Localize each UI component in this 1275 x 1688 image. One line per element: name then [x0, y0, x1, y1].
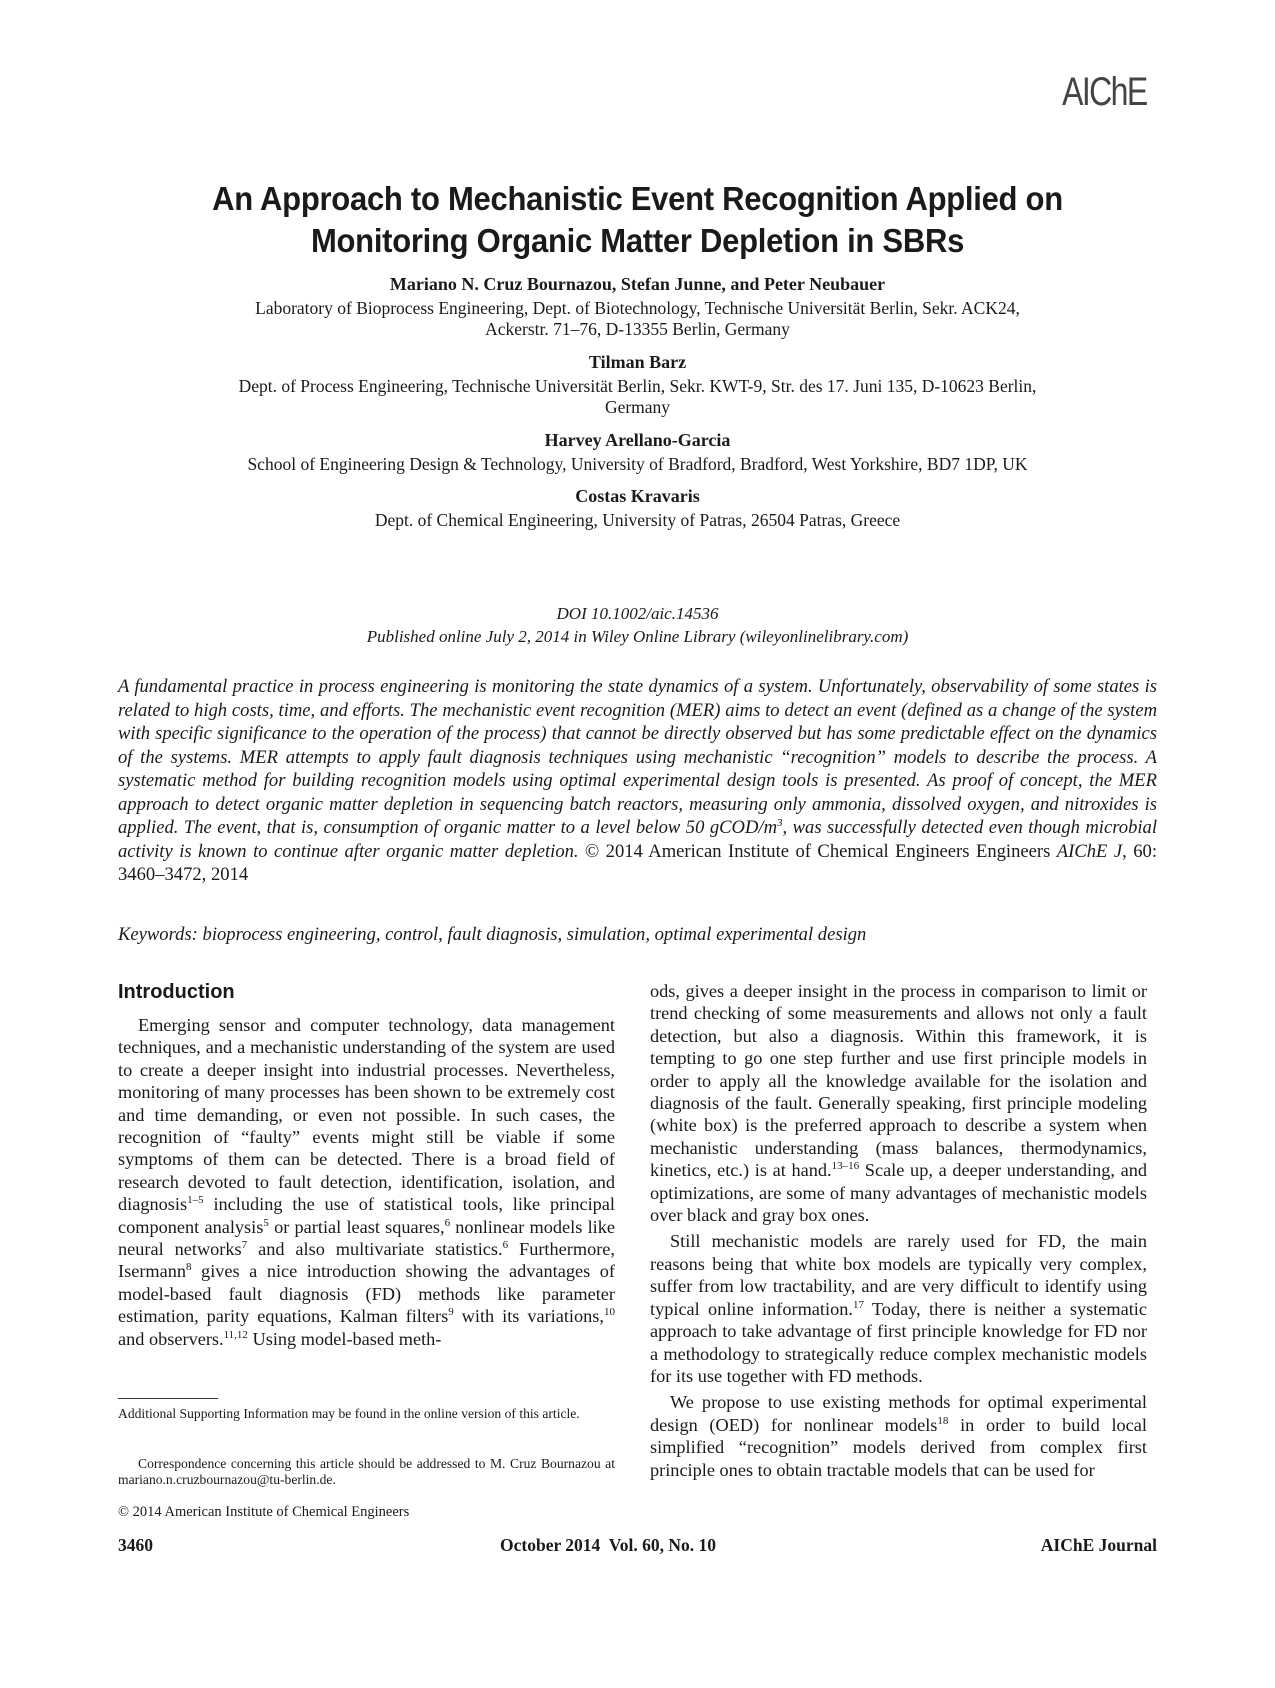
abstract-text: A fundamental practice in process engineering is monitoring the state dynamics of a system. Unfortunately, observability of some states is related to high costs, time, and efforts. The mechanistic event recognition (MER) aims to detect an event (defined as a change of the system with specific significance to the operation of the process) that cannot be directly observed but has some predictable effect on the dynamics of the systems. MER attempts to apply fault diagnosis techniques using mechanistic “recognition” models to describe the process. A systematic method for building recognition models using optimal experimental design tools is presented. As proof of concept, the MER approach to detect organic matter depletion in sequencing batch reactors, measuring only ammonia, dissolved oxygen, and nitroxides is applied. The event, that is, consumption of organic matter to a level below 50 gCOD/m [118, 676, 1157, 838]
title-line-2: Monitoring Organic Matter Depletion in SBRs [310, 222, 965, 259]
issue-info: October 2014 Vol. 60, No. 10 [500, 1535, 716, 1555]
affiliation-line: Dept. of Chemical Engineering, University of Patras, 26504 Patras, Greece [374, 510, 901, 530]
doi[interactable]: DOI 10.1002/aic.14536 [556, 604, 719, 623]
text-run: Furthermore, Isermann [118, 1239, 615, 1282]
author-group-3 [120, 430, 1155, 475]
citation-ref[interactable]: 13–16 [831, 1160, 860, 1173]
author-names: Mariano N. Cruz Bournazou, Stefan Junne, and Peter Neubauer [389, 274, 886, 294]
abstract [118, 675, 1157, 887]
unit-superscript: 3 [777, 817, 783, 829]
text-run: nonlinear models like neural networks [118, 1216, 615, 1260]
citation-ref[interactable]: 17 [852, 1298, 864, 1311]
text-run: or partial least squares, [268, 1216, 445, 1237]
intro-paragraph-1-continued [650, 980, 1147, 1226]
intro-paragraph-2 [650, 1230, 1147, 1387]
citation-ref[interactable]: 5 [263, 1216, 269, 1229]
text-run: in order to build local simplified “recognition” models derived from complex first principle ones to obtain tractable models that can be used for [650, 1414, 1147, 1480]
citation-ref[interactable]: 6 [444, 1216, 451, 1229]
abstract-copyright: © 2014 American Institute of Chemical Engineers [585, 840, 970, 862]
citation-ref[interactable]: 8 [186, 1261, 192, 1274]
published-online: Published online July 2, 2014 in Wiley Online Library (wileyonlinelibrary.com) [366, 627, 909, 646]
left-column [118, 980, 615, 1350]
text-run: with its variations, [453, 1306, 604, 1327]
journal-logo: AIChE [1062, 70, 1147, 114]
affiliation-line: Germany [604, 397, 671, 417]
text-run: including the use of statistical tools, like principal component analysis [118, 1194, 615, 1237]
citation-ref[interactable]: 10 [603, 1306, 615, 1319]
affiliation-line: Dept. of Process Engineering, Technische Universität Berlin, Sekr. KWT-9, Str. des 17. Juni 135, D-10623 Berlin, [238, 376, 1037, 396]
text-run: and observers. [118, 1328, 224, 1349]
intro-paragraph-3 [650, 1391, 1147, 1481]
footnote-copyright: © 2014 American Institute of Chemical Engineers [118, 1504, 410, 1520]
right-column [650, 980, 1147, 1481]
author-names: Tilman Barz [588, 352, 687, 372]
author-group-1 [120, 274, 1155, 340]
footnote-supporting-info: Additional Supporting Information may be found in the online version of this article. [118, 1406, 580, 1421]
text-run: Using model-based meth- [247, 1328, 442, 1349]
citation-ref[interactable]: 18 [937, 1414, 949, 1427]
text-run: gives a nice introduction showing the advantages of model-based fault diagnosis (FD) methods like parameter estimation, parity equations, Kalman filters [118, 1261, 615, 1327]
affiliation-line: Laboratory of Bioprocess Engineering, Dept. of Biotechnology, Technische Universität Berlin, Sekr. ACK24, [255, 298, 1020, 318]
author-names: Costas Kravaris [575, 486, 700, 506]
text-run: and also multivariate statistics. [247, 1239, 503, 1260]
abstract-journal-prefix: Engineers [975, 840, 1057, 862]
text-run: ods, gives a deeper insight in the process in comparison to limit or trend checking of some measurements and allows not only a fault detection, but also a diagnosis. Within this framework, it is tempting to go one step further and use first principle models in order to apply all the knowledge available for the isolation and diagnosis of the fault. Generally speaking, first principle modeling (white box) is the preferred approach to describe a system when mechanistic understanding (mass balances, thermodynamics, kinetics, etc.) is at hand. [650, 981, 1147, 1181]
abstract-journal: AIChE J [1056, 840, 1123, 862]
doi-block [120, 602, 1155, 648]
text-run: Today, there is neither a systematic approach to take advantage of first principle knowledge for FD nor a methodology to strategically reduce complex mechanistic models for its use together with FD methods. [650, 1298, 1147, 1386]
text-run: Still mechanistic models are rarely used for FD, the main reasons being that white box models are typically very complex, suffer from low tractability, and are very difficult to identify using typical online information. [650, 1231, 1147, 1319]
citation-ref[interactable]: 11,12 [223, 1328, 248, 1341]
citation-ref[interactable]: 6 [502, 1239, 509, 1252]
footer-journal: AIChE Journal [1040, 1535, 1157, 1555]
text-run: We propose to use existing methods for optimal experimental design (OED) for nonlinear models [650, 1392, 1147, 1435]
page-number: 3460 [118, 1535, 153, 1555]
citation-ref[interactable]: 7 [241, 1239, 248, 1252]
text-run: Emerging sensor and computer technology, data management techniques, and a mechanistic understanding of the system are used to create a deeper insight into industrial processes. Nevertheless, monitoring of many processes has been shown to be extremely cost and time demanding, or even not possible. In such cases, the recognition of “faulty” events might still be viable if some symptoms of them can be detected. There is a broad field of research devoted to fault detection, identification, isolation, and diagnosis [118, 1015, 615, 1215]
intro-paragraph-1 [118, 1014, 615, 1350]
citation-ref[interactable]: 9 [448, 1306, 454, 1319]
affiliation-line: School of Engineering Design & Technology, University of Bradford, Bradford, West Yorkshire, BD7 1DP, UK [247, 454, 1028, 474]
footnote-correspondence: Correspondence concerning this article should be addressed to M. Cruz Bournazou at mariano.n.cruzbournazou@tu-berlin.de. [118, 1456, 615, 1487]
abstract-text-end: , was successfully detected even though microbial activity is known to continue after organic matter depletion. [118, 817, 1157, 862]
text-run: Scale up, a deeper understanding, and optimizations, are some of many advantages of mechanistic models over black and gray box ones. [650, 1160, 1147, 1226]
section-heading-introduction: Introduction [118, 981, 235, 1003]
title-line-1: An Approach to Mechanistic Event Recognition Applied on [212, 180, 1063, 217]
article-title [151, 178, 1124, 262]
author-group-4 [120, 486, 1155, 531]
abstract-citation: , 60: 3460–3472, 2014 [118, 840, 1158, 885]
keywords: Keywords: bioprocess engineering, control, fault diagnosis, simulation, optimal experimental design [118, 924, 867, 945]
author-names: Harvey Arellano-Garcia [544, 430, 731, 450]
footnote-divider [118, 1398, 218, 1399]
affiliation-line: Ackerstr. 71–76, D-13355 Berlin, Germany [485, 319, 790, 339]
citation-ref[interactable]: 1–5 [187, 1194, 204, 1207]
author-group-2 [120, 352, 1155, 418]
